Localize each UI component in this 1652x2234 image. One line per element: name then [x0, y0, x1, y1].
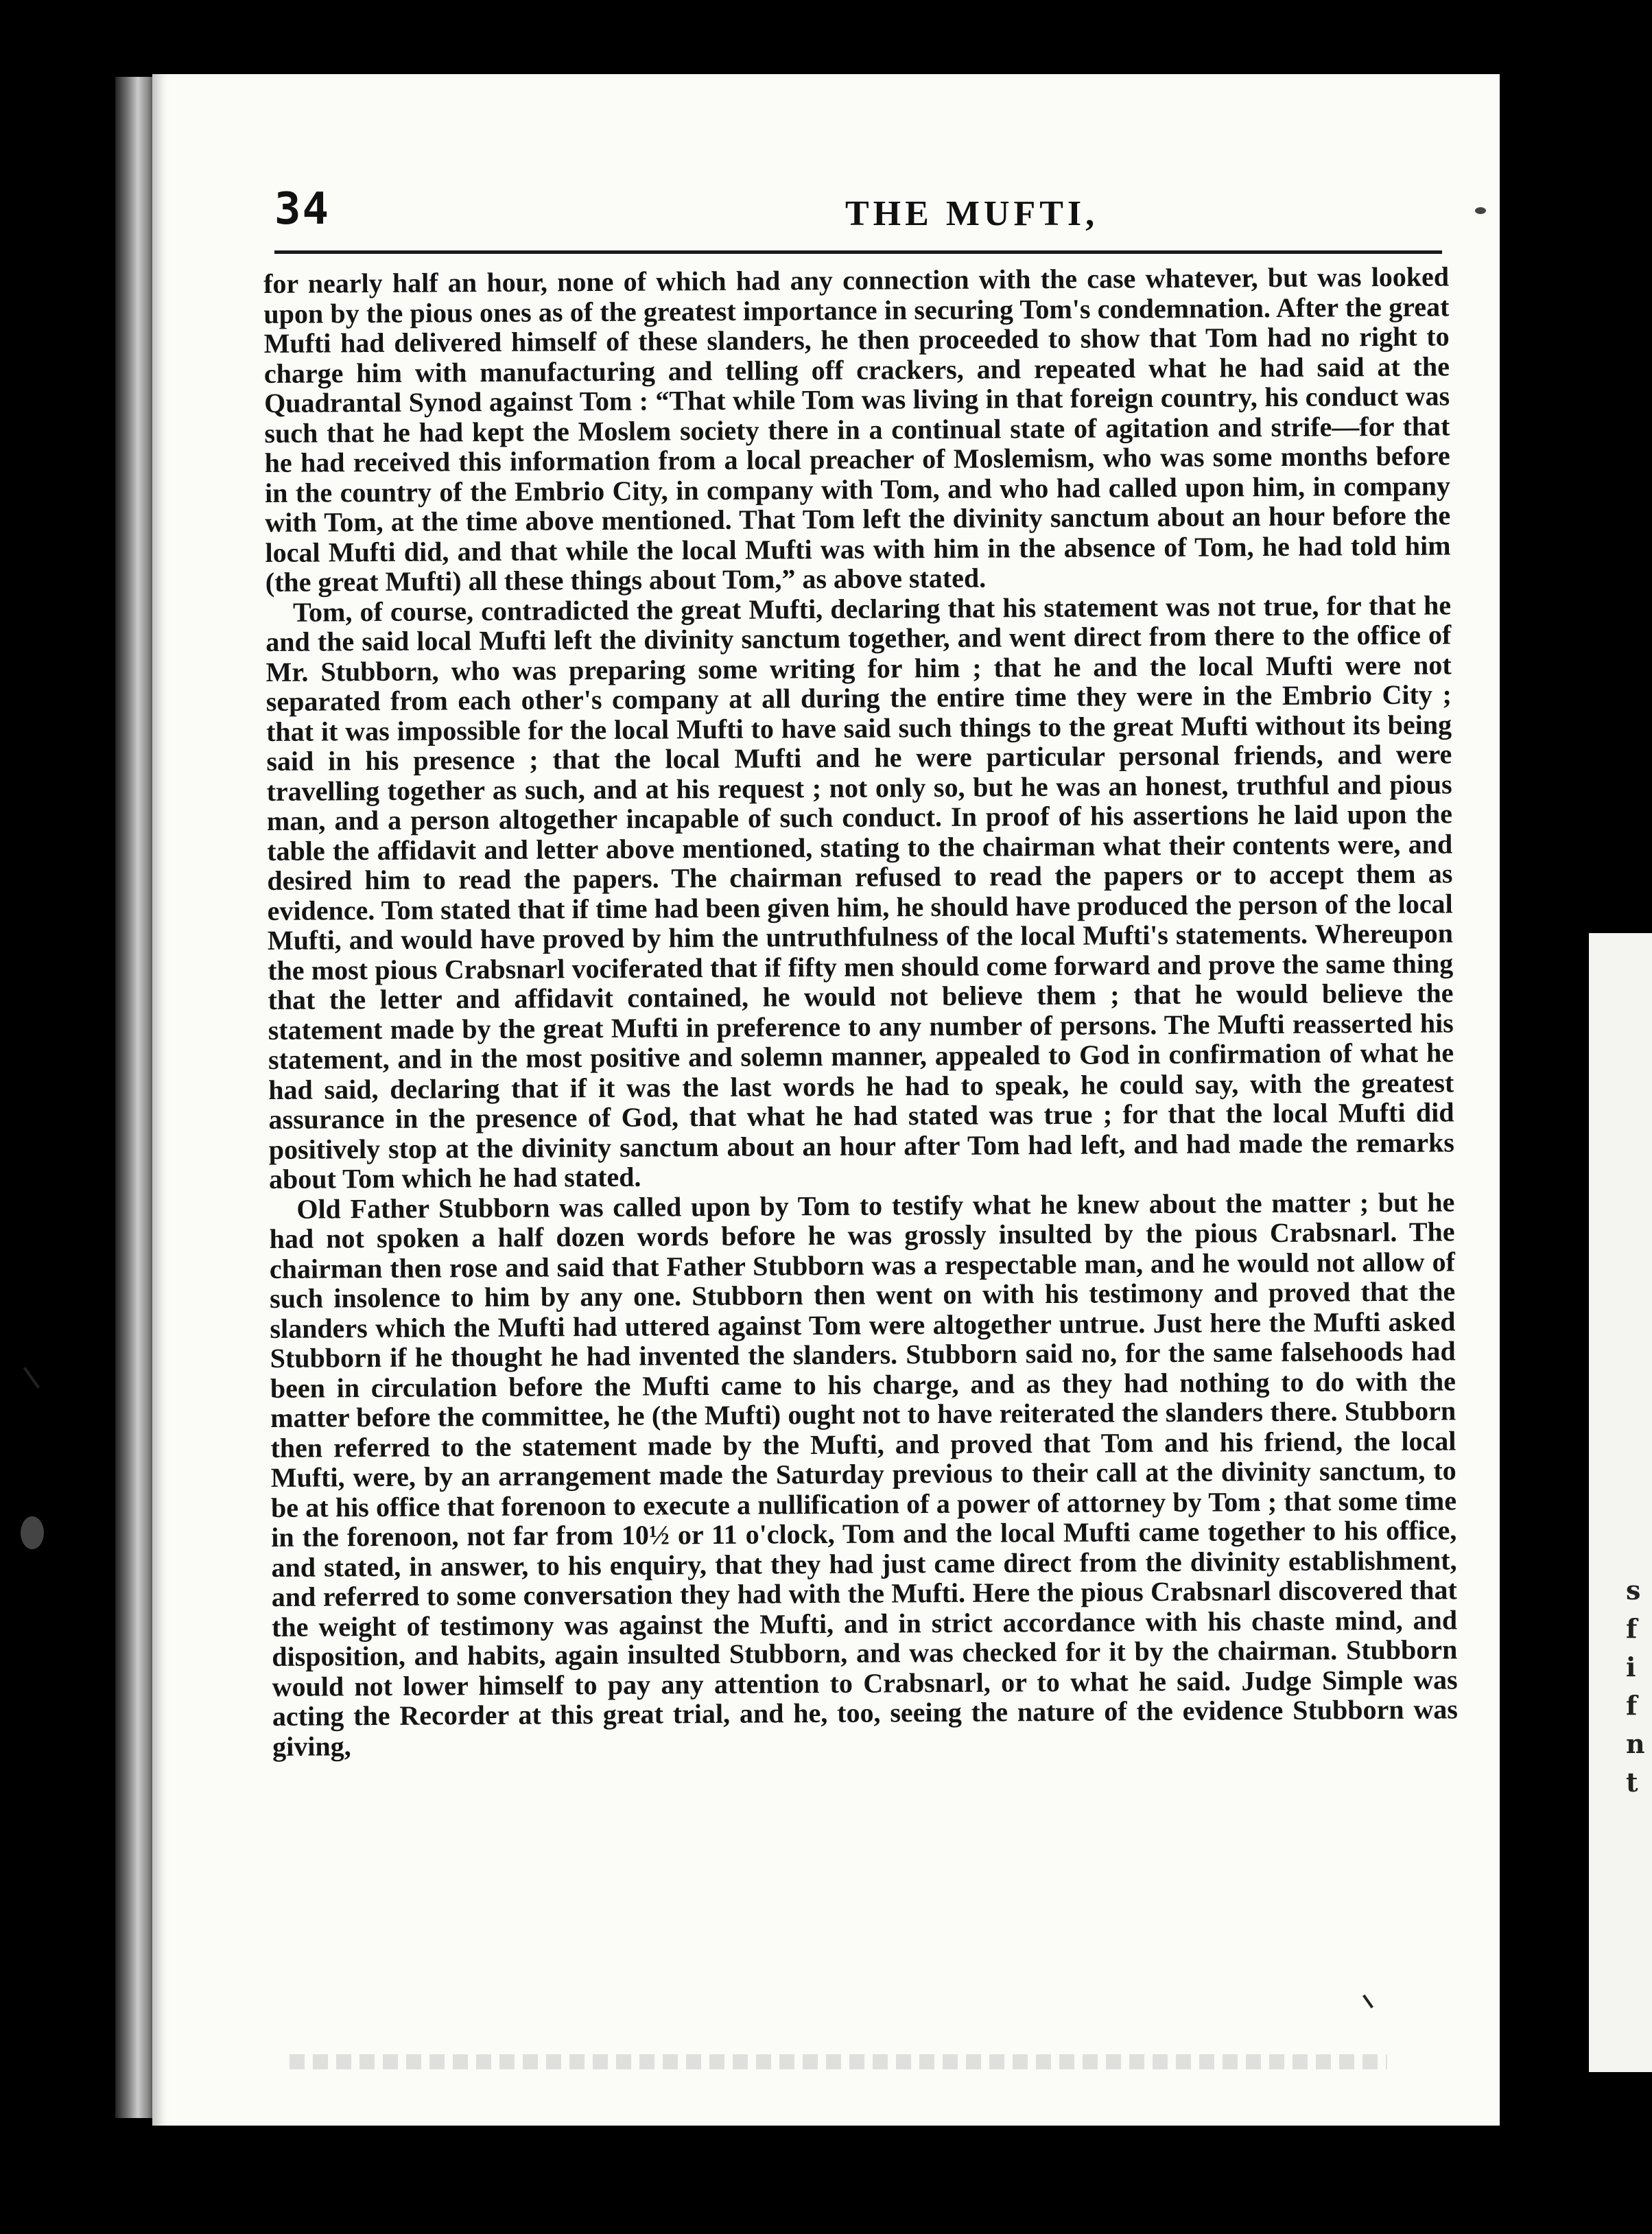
bleed-through-text [290, 2054, 1387, 2069]
book-binding-edge [115, 77, 156, 2118]
adjacent-page-letters [1626, 1571, 1645, 1802]
book-page [152, 74, 1539, 2126]
scan-speck [1475, 207, 1486, 214]
paragraph: Old Father Stubborn was called upon by Tom to testify what he knew about the matter ; but he had not spoken a half dozen words before he was grossly insulted by the pious Crabsnarl. The chairman then rose and said that Father Stubborn was a respectable man, and he would not allow of such insolence to him by any one. Stubborn then went on with his testimony and proved that the slanders which the Mufti had uttered against Tom were altogether untrue. Just here the Mufti asked Stubborn if he thought he had invented the slanders. Stubborn said no, for the same falsehoods had been in circulation before the Mufti came to his charge, and as they had nothing to do with the matter before the committee, he (the Mufti) ought not to have reiterated the slanders there. Stubborn then referred to the statement made by the Mufti, and proved that Tom and his friend, the local Mufti, were, by an arrangement made the Saturday previous to their call at the divinity sanctum, to be at his office that forenoon to execute a nullification of a power of attorney by Tom ; that some time in the forenoon, not far from 10½ or 11 o'clock, Tom and the local Mufti came together to his office, and stated, in answer, to his enquiry, that they had just came direct from the divinity establishment, and referred to some conversation they had with the Mufti. Here the pious Crabsnarl discovered that the weight of testimony was against the Mufti, and in strict accordance with his chaste mind, and disposition, and habits, again insulted Stubborn, and was checked for it by the chairman. Stubborn would not lower himself to pay any attention to Crabsnarl, or to what he said. Judge Simple was acting the Recorder at this great trial, and he, too, seeing the nature of the evidence Stubborn was giving, [269, 1186, 1458, 1762]
page-number: 34 [274, 184, 331, 235]
paragraph: for nearly half an hour, none of which had any connection with the case whatever, but was looked upon by the pious ones as of the greatest importance in securing Tom's condemnation. After the great Mufti had delivered himself of these slanders, he then proceeded to show that Tom had no right to charge him with manufacturing and telling off crackers, and repeated what he had said at the Quadrantal Synod against Tom : “That while Tom was living in that foreign country, his conduct was such that he had kept the Moslem society there in a continual state of agitation and strife—for that he had received this information from a local preacher of Moslemism, who was some months before in the country of the Embrio City, in company with Tom, and who had called upon him, in company with Tom, at the time above mentioned. That Tom left the divinity sanctum about an hour before the local Mufti did, and that while the local Mufti was with him in the absence of Tom, he had told him (the great Mufti) all these things about Tom,” as above stated. [263, 261, 1451, 598]
body-text [263, 261, 1458, 1761]
adjacent-letter: s [1626, 1575, 1641, 1606]
header-rule [274, 250, 1442, 254]
adjacent-letter: i [1626, 1651, 1636, 1682]
page-header [274, 184, 1442, 266]
scan-speck [21, 1516, 44, 1549]
adjacent-letter: f [1626, 1613, 1638, 1644]
adjacent-letter: f [1626, 1690, 1638, 1721]
paragraph: Tom, of course, contradicted the great Mufti, declaring that his statement was not true, for that he and the said local Mufti left the divinity sanctum together, and went direct from there to the office of Mr. Stubborn, who was preparing some writing for him ; that he and the local Mufti were not separated from each other's company at all during the entire time they were in the Embrio City ; that it was impossible for the local Mufti to have said such things to the great Mufti without its being said in his presence ; that the local Mufti and he were particular personal friends, and were travelling together as such, and at his request ; not only so, but he was an honest, truthful and pious man, and a person altogether incapable of such conduct. In proof of his assertions he laid upon the table the affidavit and letter above mentioned, stating to the chairman what their contents were, and desired him to read the papers. The chairman refused to read the papers or to accept them as evidence. Tom stated that if time had been given him, he should have produced the person of the local Mufti, and would have proved by him the untruthfulness of the local Mufti's statements. Whereupon the most pious Crabsnarl vociferated that if fifty men should come forward and prove the same thing that the letter and affidavit contained, he would not believe them ; that he would believe the statement made by the great Mufti in preference to any number of persons. The Mufti reasserted his statement, and in the most positive and solemn manner, appealed to God in confirmation of what he had said, declaring that if it was the last words he had to speak, he could say, with the greatest assurance in the presence of God, that what he had stated was true ; for that the local Mufti did positively stop at the divinity sanctum about an hour after Tom had left, and had made the remarks about Tom which he had stated. [266, 589, 1454, 1195]
adjacent-page-edge [1589, 933, 1652, 2072]
running-title: THE MUFTI, [845, 194, 1099, 233]
adjacent-letter: t [1626, 1767, 1638, 1798]
adjacent-letter: n [1626, 1728, 1645, 1759]
